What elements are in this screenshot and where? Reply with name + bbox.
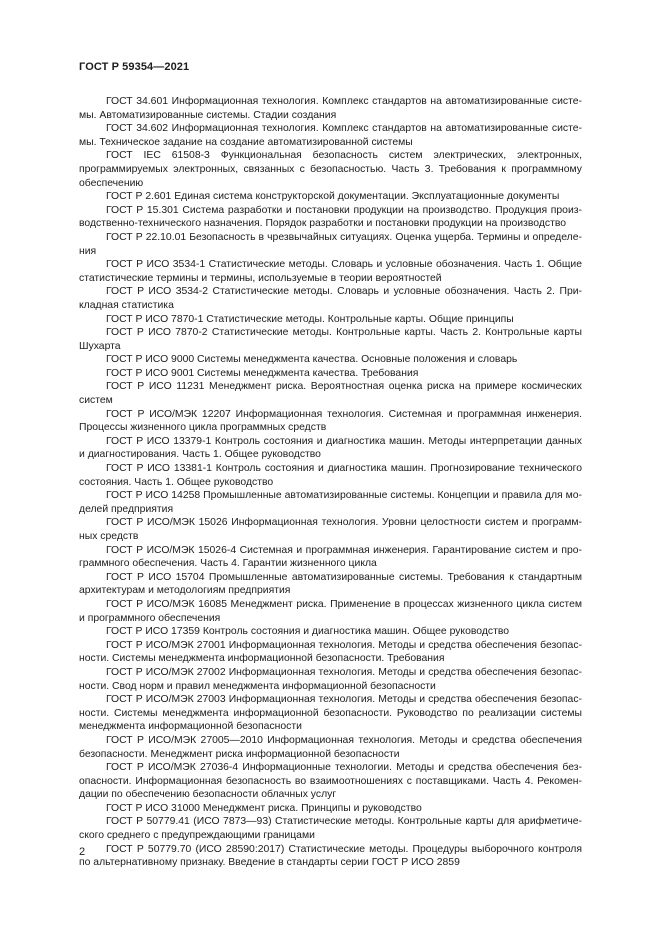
reference-item: ГОСТ Р ИСО/МЭК 27003 Информационная технология. Методы и средства обеспечения безопасности. Системы менеджмента информационной безопасности. Руководство по реализации системы менеджмента информационной безопасности — [79, 694, 582, 733]
reference-item: ГОСТ Р ИСО 9000 Системы менеджмента качества. Основные положения и словарь — [106, 354, 518, 366]
reference-item: ГОСТ Р ИСО 17359 Контроль состояния и диагностика машин. Общее руководство — [106, 626, 510, 638]
reference-item: ГОСТ 34.602 Информационная технология. Комплекс стандартов на автоматизированные системы. Техническое задание на создание автоматизированной системы — [79, 123, 582, 148]
reference-item: ГОСТ Р ИСО 3534-1 Статистические методы. Словарь и условные обозначения. Часть 1. Общие статистические термины и термины, используемые в теории вероятностей — [79, 259, 582, 284]
reference-item: ГОСТ IEC 61508-3 Функциональная безопасность систем электрических, электронных, программируемых электронных, связанных с безопасностью. Часть 3. Требования к программному обеспечению — [79, 150, 582, 189]
reference-item: ГОСТ Р ИСО/МЭК 27005—2010 Информационная технология. Методы и средства обеспечения безопасности. Менеджмент риска информационной безопасности — [79, 734, 582, 760]
reference-item: ГОСТ Р ИСО 7870-2 Статистические методы. Контрольные карты. Часть 2. Контрольные карты Шухарта — [79, 327, 582, 352]
reference-item: ГОСТ Р ИСО 13381-1 Контроль состояния и диагностика машин. Прогнозирование технического состояния. Часть 1. Общее руководство — [79, 463, 582, 488]
reference-item: ГОСТ Р 50779.70 (ИСО 28590:2017) Статистические методы. Процедуры выборочного контроля по альтернативному признаку. Введение в стандарты серии ГОСТ Р ИСО 2859 — [79, 843, 582, 869]
reference-item: ГОСТ Р ИСО/МЭК 27001 Информационная технология. Методы и средства обеспечения безопасности. Системы менеджмента информационной безопасности. Требования — [79, 639, 582, 665]
reference-item: ГОСТ Р ИСО/МЭК 27036-4 Информационные технологии. Методы и средства обеспечения безопасности. Информационная безопасность во взаимоотношениях с поставщиками. Часть 4. Рекомендации по обеспечению безопасности облачных услуг — [79, 762, 582, 801]
reference-item: ГОСТ Р ИСО 11231 Менеджмент риска. Вероятностная оценка риска на примере космических систем — [79, 381, 582, 407]
reference-item: ГОСТ Р 50779.41 (ИСО 7873—93) Статистические методы. Контрольные карты для арифметического среднего с предупреждающими границами — [79, 816, 582, 842]
reference-item: ГОСТ Р ИСО/МЭК 15026-4 Системная и программная инженерия. Гарантирование систем и программного обеспечения. Часть 4. Гарантии жизненного цикла — [79, 544, 582, 570]
document-header: ГОСТ Р 59354—2021 — [79, 61, 190, 73]
reference-item: ГОСТ Р ИСО/МЭК 16085 Менеджмент риска. Применение в процессах жизненного цикла систем и программного обеспечения — [79, 598, 582, 624]
reference-item: ГОСТ Р ИСО 31000 Менеджмент риска. Принципы и руководство — [106, 802, 422, 814]
page-number: 2 — [79, 846, 86, 858]
reference-item: ГОСТ Р ИСО/МЭК 12207 Информационная технология. Системная и программная инженерия. Процессы жизненного цикла программных средств — [79, 408, 582, 434]
reference-item: ГОСТ Р ИСО 14258 Промышленные автоматизированные системы. Концепции и правила для моделей предприятия — [79, 490, 582, 515]
reference-list — [79, 95, 582, 870]
reference-item: ГОСТ Р ИСО/МЭК 27002 Информационная технология. Методы и средства обеспечения безопасности. Свод норм и правил менеджмента информационной безопасности — [79, 666, 582, 692]
reference-item: ГОСТ Р 15.301 Система разработки и постановки продукции на производство. Продукция производственно-технического назначения. Порядок разработки и постановки продукции на производство — [79, 204, 582, 230]
reference-item: ГОСТ Р ИСО 13379-1 Контроль состояния и диагностика машин. Методы интерпретации данных и диагностирования. Часть 1. Общее руководство — [79, 435, 582, 461]
reference-item: ГОСТ Р ИСО 15704 Промышленные автоматизированные системы. Требования к стандартным архитектурам и методологиям предприятия — [79, 571, 582, 597]
reference-item: ГОСТ Р 2.601 Единая система конструкторской документации. Эксплуатационные документы — [106, 191, 560, 203]
reference-item: ГОСТ Р 22.10.01 Безопасность в чрезвычайных ситуациях. Оценка ущерба. Термины и определения — [79, 231, 582, 257]
reference-item: ГОСТ Р ИСО 9001 Системы менеджмента качества. Требования — [106, 367, 419, 379]
reference-item: ГОСТ Р ИСО 3534-2 Статистические методы. Словарь и условные обозначения. Часть 2. Прикладная статистика — [79, 286, 582, 311]
reference-item: ГОСТ Р ИСО 7870-1 Статистические методы. Контрольные карты. Общие принципы — [106, 313, 514, 325]
reference-item: ГОСТ Р ИСО/МЭК 15026 Информационная технология. Уровни целостности систем и программных средств — [79, 517, 582, 542]
reference-item: ГОСТ 34.601 Информационная технология. Комплекс стандартов на автоматизированные системы. Автоматизированные системы. Стадии создания — [79, 96, 582, 121]
